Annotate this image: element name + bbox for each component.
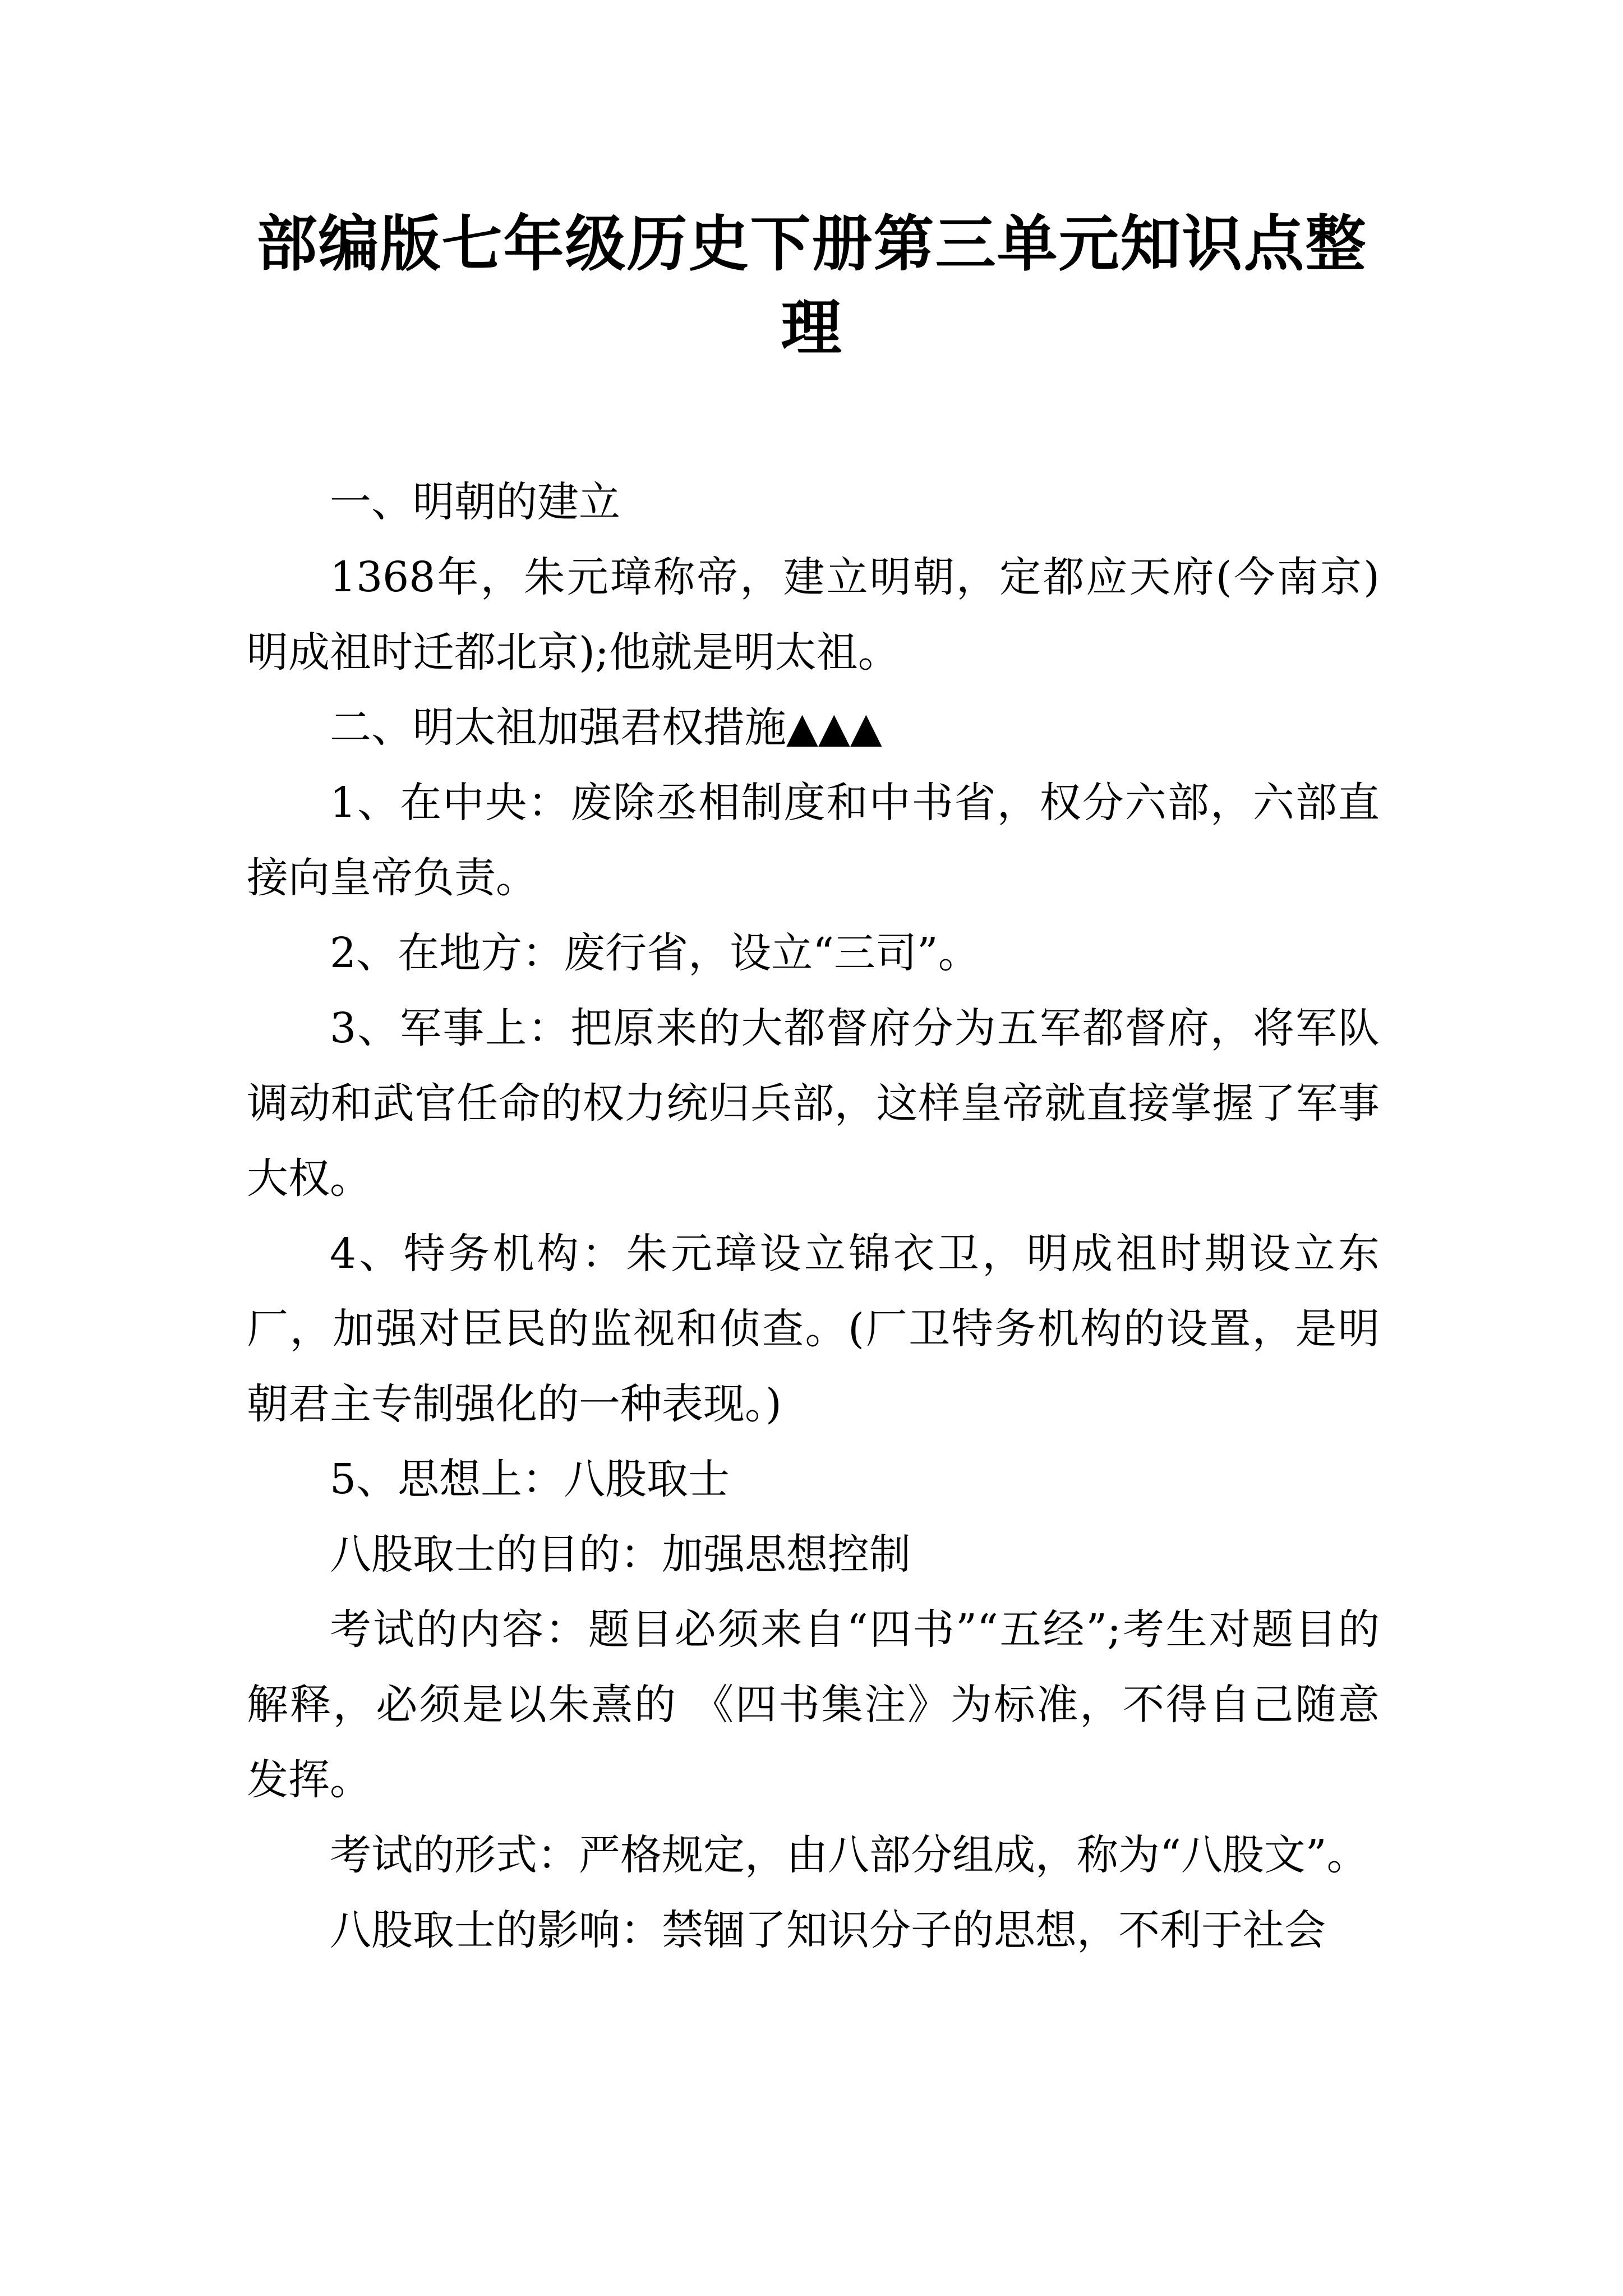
section-heading-imperial-power: 二、明太祖加强君权措施▲▲▲ (330, 703, 882, 752)
paragraph-eight-legged-impact: 八股取士的影响：禁锢了知识分子的思想，不利于社会 (330, 1906, 1326, 1954)
paragraph-exam-form: 考试的形式：严格规定，由八部分组成，称为“八股文”。 (330, 1831, 1368, 1879)
section-heading-ming-founding: 一、明朝的建立 (330, 478, 620, 526)
paragraph-central-measure: 1、在中央：废除丞相制度和中书省，权分六部，六部直接向皇帝负责。 (247, 779, 1380, 902)
paragraph-secret-police-measure: 4、特务机构：朱元璋设立锦衣卫，明成祖时期设立东厂，加强对臣民的监视和侦查。(厂卫特务机构的设置，是明朝君主专制强化的一种表现。) (247, 1230, 1380, 1428)
paragraph-local-measure: 2、在地方：废行省，设立“三司”。 (330, 929, 980, 977)
document-body (247, 464, 1380, 1968)
paragraph-ming-founding: 1368年，朱元璋称帝，建立明朝，定都应天府(今南京)明成祖时迁都北京);他就是明太祖。 (247, 553, 1380, 677)
paragraph-military-measure: 3、军事上：把原来的大都督府分为五军都督府，将军队调动和武官任命的权力统归兵部，这样皇帝就直接掌握了军事大权。 (247, 1004, 1380, 1203)
paragraph-ideology-measure: 5、思想上：八股取士 (330, 1455, 730, 1503)
paragraph-exam-content: 考试的内容：题目必须来自“四书”“五经”;考生对题目的解释，必须是以朱熹的 《四书集注》为标准，不得自己随意发挥。 (247, 1605, 1380, 1804)
document-title: 部编版七年级历史下册第三单元知识点整 理 (256, 209, 1367, 364)
paragraph-eight-legged-purpose: 八股取士的目的：加强思想控制 (330, 1530, 911, 1579)
